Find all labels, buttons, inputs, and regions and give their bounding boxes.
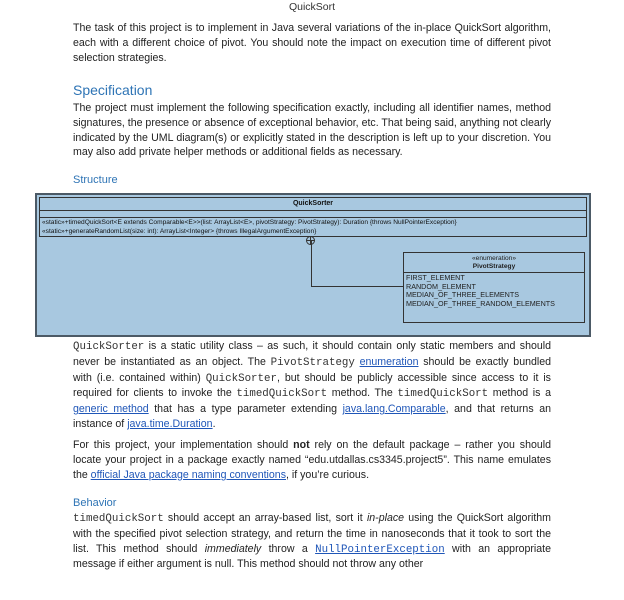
package-text: [73, 438, 551, 482]
behavior-text: [73, 511, 551, 572]
uml-enum-literals: [404, 273, 584, 308]
behavior-heading: Behavior: [73, 497, 117, 509]
link-java-lang-comparable[interactable]: java.lang.Comparable: [342, 403, 446, 416]
text-run: using the QuickSort algorithm with the specified pivot selection strategy, and return the time in nanoseconds that it took to sort the list. This method should: [73, 512, 551, 555]
text-run: , and that returns an instance of: [73, 403, 551, 430]
text-run: , but should be publicly accessible since access to it is required for clients to invoke the: [73, 371, 551, 400]
enum-literal: RANDOM_ELEMENT: [406, 281, 476, 291]
link-enumeration[interactable]: enumeration: [359, 355, 419, 368]
text-run: throw a: [261, 542, 316, 555]
text-run: method. The: [327, 387, 398, 400]
uml-enum-stereotype: «enumeration»: [472, 255, 516, 262]
behavior-section: [73, 496, 551, 572]
specification-heading: Specification: [73, 82, 153, 98]
uml-class-quicksorter: [39, 197, 587, 237]
link-null-pointer-exception[interactable]: NullPointerException: [315, 543, 445, 556]
italic-in-place: in-place: [366, 512, 405, 524]
code-pivotstrategy: PivotStrategy: [270, 356, 355, 369]
code-timedquicksort: timedQuickSort: [236, 388, 328, 401]
text-run: should accept an array-based list, sort it: [163, 512, 367, 524]
uml-attributes-compartment: [40, 211, 586, 218]
structure-description-text: [73, 339, 551, 432]
text-run: with an appropriate message if either argument is null. This method should not throw any other: [73, 542, 551, 571]
intro-text: The task of this project is to implement in Java several variations of the in-place QuickSort algorithm, each with a different choice of pivot. You should note the impact on execution time of different pivot selection strategies.: [73, 22, 551, 64]
text-run: For this project, your implementation should: [73, 439, 294, 451]
specification-text: The project must implement the following specification exactly, including all identifier names, method signatures, the presence or absence of exceptional behavior, etc. That being said, anything not clearly indicated by the UML diagram(s) or explicitly stated in the description is left up to your discretion. You may also add private helper methods or additional fields as necessary.: [73, 102, 552, 159]
text-run: method is a: [488, 387, 551, 400]
uml-connector-vertical: [311, 241, 312, 286]
uml-diagram: [35, 193, 591, 337]
intro-paragraph: [73, 21, 551, 65]
code-quicksorter: QuickSorter: [73, 341, 145, 353]
enum-literal: MEDIAN_OF_THREE_RANDOM_ELEMENTS: [406, 298, 555, 308]
code-timedquicksort: timedQuickSort: [397, 388, 489, 401]
uml-enum-pivot-strategy: [403, 252, 585, 323]
text-run: should be exactly bundled with (i.e. contained within): [73, 355, 552, 384]
code-quicksorter: QuickSorter: [205, 372, 277, 385]
package-paragraph: [73, 438, 551, 482]
specification-section: [73, 82, 551, 160]
text-run: that has a type parameter extending: [148, 403, 343, 416]
page-title: QuickSort: [288, 1, 336, 13]
structure-section: [73, 173, 551, 187]
uml-connector-horizontal: [311, 286, 403, 287]
bold-not: not: [293, 439, 310, 451]
text-run: is a static utility class – as such, it should contain only static members and should never be instantiated as an object. The: [73, 340, 551, 368]
text-run: , if you’re curious.: [286, 468, 370, 481]
structure-heading: Structure: [73, 174, 118, 186]
enum-literal: MEDIAN_OF_THREE_ELEMENTS: [406, 290, 520, 300]
enum-literal: FIRST_ELEMENT: [406, 273, 465, 282]
link-package-naming-conventions[interactable]: official Java package naming conventions: [90, 468, 286, 481]
link-generic-method[interactable]: generic method: [73, 403, 149, 416]
uml-enum-name: PivotStrategy: [472, 263, 516, 270]
structure-description: [73, 339, 551, 432]
text-run: rely on the default package – rather you should locate your project in a package exactly named “edu.utdallas.cs3345.project5”. This name emulates the: [73, 439, 551, 481]
uml-class-name: QuickSorter: [40, 198, 586, 211]
uml-enum-header: [404, 253, 584, 273]
text-run: .: [212, 417, 216, 430]
link-java-time-duration[interactable]: java.time.Duration: [127, 417, 213, 430]
italic-immediately: immediately: [204, 542, 262, 555]
uml-operation-generate-random-list: «static»+generateRandomList(size: int): ArrayList<Integer> {throws IllegalArgumentException}: [42, 228, 317, 235]
code-timedquicksort: timedQuickSort: [73, 513, 164, 525]
uml-operation-timed-quicksort: «static»+timedQuickSort<E extends Comparable<E>>(list: ArrayList<E>, pivotStrategy: PivotStrategy): Duration {throws NullPointerException}: [42, 219, 457, 226]
